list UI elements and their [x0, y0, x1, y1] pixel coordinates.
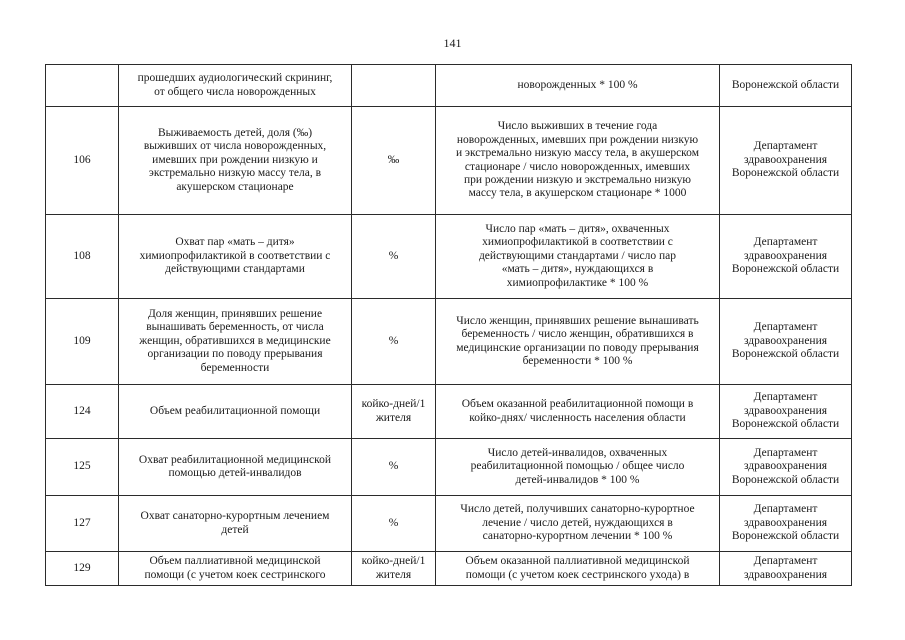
- row-number-cell: 106: [46, 107, 119, 215]
- cell-text-line: реабилитационной помощью / общее число: [470, 460, 685, 473]
- cell-text-line: и экстремально низкую массу тела, в акушерском: [456, 147, 699, 160]
- cell-text-line: здравоохранения: [743, 404, 828, 417]
- cell-text-line: Воронежской области: [731, 530, 840, 543]
- cell-text-line: выживших от числа новорожденных,: [143, 140, 327, 153]
- table-row: [46, 439, 852, 496]
- indicator-name-cell: [119, 215, 352, 299]
- cell-text-line: химиопрофилактикой в соответствии с: [482, 236, 673, 249]
- unit-cell: [352, 552, 436, 586]
- cell-text-line: женщин, обратившихся в медицинские: [139, 334, 331, 347]
- cell-text-line: Департамент: [753, 140, 818, 153]
- unit-cell: ‰: [352, 107, 436, 215]
- cell-text-line: койко-дней/1: [361, 398, 426, 411]
- cell-text-line: детей: [221, 523, 249, 536]
- cell-text-line: Охват реабилитационной медицинской: [138, 453, 332, 466]
- responsible-department-cell: [720, 215, 852, 299]
- cell-text-line: медицинские организации по поводу прерывания: [456, 341, 699, 354]
- calculation-method-cell: [436, 299, 720, 385]
- cell-text-line: здравоохранения: [743, 516, 828, 529]
- responsible-department-cell: [720, 65, 852, 107]
- cell-text-line: Число детей, получивших санаторно-курортное: [460, 503, 695, 516]
- responsible-department-cell: [720, 552, 852, 586]
- table-row: [46, 107, 852, 215]
- indicator-name-cell: [119, 552, 352, 586]
- cell-text-line: беременность / число женщин, обратившихся в: [461, 328, 694, 341]
- cell-text-line: массу тела, в акушерском стационаре * 1000: [468, 187, 687, 200]
- table-row: [46, 65, 852, 107]
- cell-text-line: Число женщин, принявших решение вынашивать: [456, 314, 699, 327]
- table-row: [46, 299, 852, 385]
- calculation-method-cell: [436, 439, 720, 496]
- responsible-department-cell: [720, 439, 852, 496]
- cell-text-line: беременности * 100 %: [522, 354, 633, 367]
- responsible-department-cell: [720, 496, 852, 552]
- cell-text-line: Департамент: [753, 446, 818, 459]
- cell-text-line: действующими стандартами / число пар: [478, 249, 677, 262]
- cell-text-line: Объем оказанной реабилитационной помощи в: [461, 398, 694, 411]
- calculation-method-cell: [436, 215, 720, 299]
- indicator-name-cell: [119, 299, 352, 385]
- cell-text-line: Воронежской области: [731, 78, 840, 91]
- calculation-method-cell: [436, 385, 720, 439]
- cell-text-line: вынашивать беременность, от числа: [146, 321, 324, 334]
- cell-text-line: помощью детей-инвалидов: [168, 467, 302, 479]
- unit-cell: [352, 385, 436, 439]
- cell-text-line: Воронежской области: [731, 348, 840, 361]
- row-number-cell: 129: [46, 552, 119, 586]
- unit-cell: %: [352, 215, 436, 299]
- unit-cell: [352, 65, 436, 107]
- cell-text-line: Воронежской области: [731, 418, 840, 431]
- cell-text-line: Департамент: [753, 503, 818, 516]
- calculation-method-cell: [436, 65, 720, 107]
- table-row: [46, 385, 852, 439]
- cell-text-line: Департамент: [753, 236, 818, 249]
- page-number: 141: [443, 36, 462, 50]
- cell-text-line: химиопрофилактике * 100 %: [506, 276, 649, 289]
- cell-text-line: Объем реабилитационной помощи: [149, 404, 321, 417]
- cell-text-line: Департамент: [753, 555, 818, 568]
- responsible-department-cell: [720, 107, 852, 215]
- cell-text-line: прошедших аудиологический скрининг,: [137, 72, 333, 85]
- cell-text-line: здравоохранения: [743, 460, 828, 473]
- cell-text-line: здравоохранения: [743, 153, 828, 166]
- indicator-name-cell: [119, 107, 352, 215]
- indicator-name-cell: [119, 65, 352, 107]
- cell-text-line: от общего числа новорожденных: [154, 85, 316, 98]
- cell-text-line: жителя: [375, 568, 412, 581]
- cell-text-line: Объем паллиативной медицинской: [149, 555, 321, 568]
- cell-text-line: здравоохранения: [743, 568, 828, 581]
- cell-text-line: стационаре / число новорожденных, имевших: [464, 160, 691, 173]
- responsible-department-cell: [720, 299, 852, 385]
- cell-text-line: Департамент: [753, 321, 818, 334]
- cell-text-line: Охват пар «мать – дитя»: [175, 236, 295, 249]
- cell-text-line: койко-днях/ численность населения области: [469, 411, 686, 424]
- cell-text-line: помощи (с учетом коек сестринского ухода) в: [465, 568, 690, 581]
- calculation-method-cell: [436, 496, 720, 552]
- cell-text-line: санаторно-курортном лечении * 100 %: [482, 530, 673, 543]
- cell-text-line: акушерском стационаре: [176, 180, 294, 193]
- cell-text-line: здравоохранения: [743, 334, 828, 347]
- cell-text-line: Выживаемость детей, доля (‰): [157, 126, 313, 139]
- row-number-cell: 108: [46, 215, 119, 299]
- cell-text-line: Департамент: [753, 391, 818, 404]
- cell-text-line: «мать – дитя», нуждающихся в: [501, 263, 654, 276]
- cell-text-line: койко-дней/1: [361, 555, 426, 568]
- cell-text-line: Воронежской области: [731, 167, 840, 180]
- indicator-name-cell: [119, 385, 352, 439]
- unit-cell: %: [352, 496, 436, 552]
- cell-text-line: Число детей-инвалидов, охваченных: [487, 446, 668, 459]
- cell-text-line: помощи (с учетом коек сестринского: [144, 568, 326, 581]
- cell-text-line: Число пар «мать – дитя», охваченных: [485, 222, 670, 235]
- row-number-cell: 109: [46, 299, 119, 385]
- cell-text-line: действующими стандартами: [165, 263, 305, 276]
- cell-text-line: Воронежской области: [731, 263, 840, 276]
- cell-text-line: новорожденных * 100 %: [517, 78, 638, 91]
- table-row: [46, 215, 852, 299]
- cell-text-line: имевших при рождении низкую и: [152, 153, 318, 166]
- cell-text-line: здравоохранения: [743, 249, 828, 262]
- row-number-cell: [46, 65, 119, 107]
- unit-cell: %: [352, 299, 436, 385]
- table-row: [46, 552, 852, 586]
- responsible-department-cell: [720, 385, 852, 439]
- row-number-cell: 124: [46, 385, 119, 439]
- calculation-method-cell: [436, 107, 720, 215]
- cell-text-line: Охват санаторно-курортным лечением: [140, 510, 330, 523]
- indicators-table: [45, 64, 852, 586]
- row-number-cell: 125: [46, 439, 119, 496]
- cell-text-line: экстремально низкую массу тела, в: [148, 167, 322, 180]
- cell-text-line: детей-инвалидов * 100 %: [515, 473, 640, 486]
- cell-text-line: Объем оказанной паллиативной медицинской: [465, 555, 690, 568]
- cell-text-line: беременности: [200, 361, 270, 374]
- table-row: [46, 496, 852, 552]
- indicator-name-cell: [119, 496, 352, 552]
- unit-cell: %: [352, 439, 436, 496]
- cell-text-line: новорожденных, имевших при рождении низкую: [456, 133, 699, 146]
- cell-text-line: при рождении низкую и экстремально низкую: [463, 173, 692, 186]
- row-number-cell: 127: [46, 496, 119, 552]
- cell-text-line: жителя: [375, 411, 412, 424]
- cell-text-line: организации по поводу прерывания: [147, 348, 323, 361]
- cell-text-line: Воронежской области: [731, 473, 840, 486]
- cell-text-line: Число выживших в течение года: [497, 120, 658, 133]
- calculation-method-cell: [436, 552, 720, 586]
- cell-text-line: лечение / число детей, нуждающихся в: [482, 516, 673, 529]
- cell-text-line: химиопрофилактикой в соответствии с: [139, 249, 331, 262]
- cell-text-line: Доля женщин, принявших решение: [147, 307, 323, 320]
- indicator-name-cell: [119, 439, 352, 496]
